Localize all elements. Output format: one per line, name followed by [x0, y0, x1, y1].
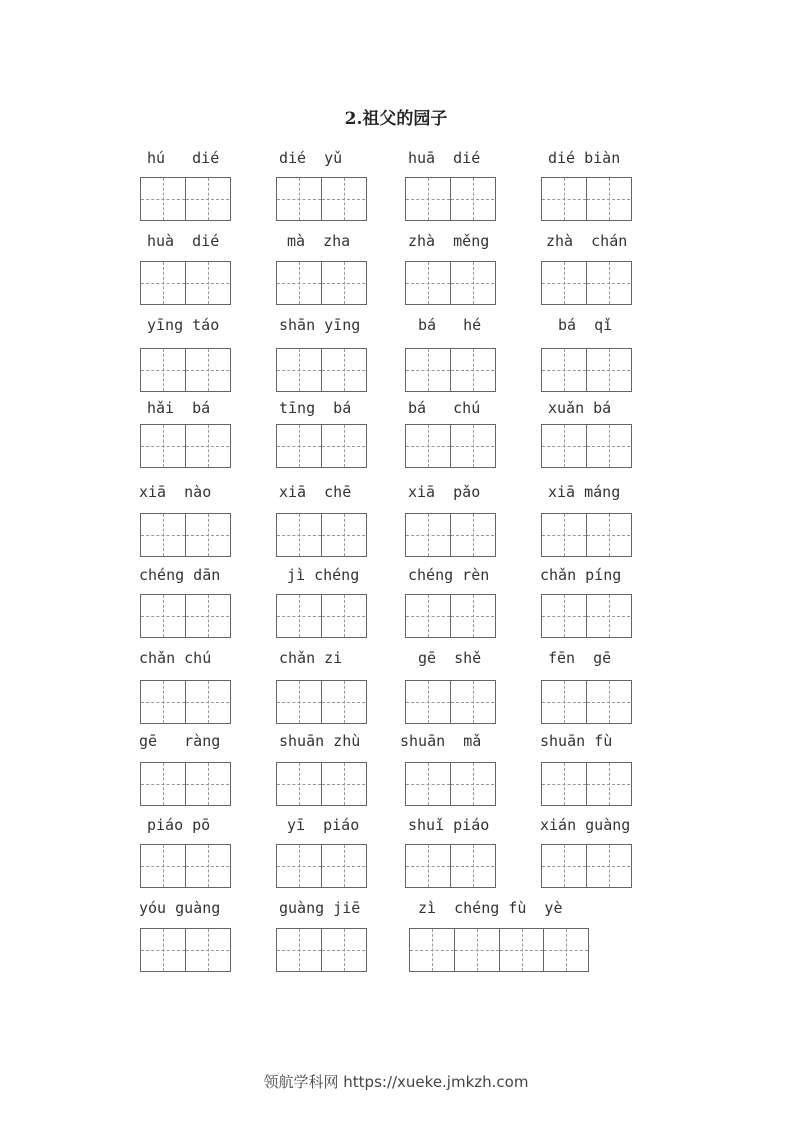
tianzige-cell[interactable] — [586, 425, 630, 467]
tianzige-cell[interactable] — [586, 178, 630, 220]
writing-grid-box[interactable] — [405, 594, 496, 638]
tianzige-cell[interactable] — [321, 845, 365, 887]
tianzige-cell[interactable] — [321, 425, 365, 467]
tianzige-cell[interactable] — [406, 425, 450, 467]
tianzige-cell[interactable] — [406, 845, 450, 887]
footer-watermark: 领航学科网 https://xueke.jmkzh.com — [263, 1073, 529, 1091]
tianzige-cell[interactable] — [141, 595, 185, 637]
pinyin-label: bá qǐ — [558, 316, 613, 334]
tianzige-cell[interactable] — [277, 681, 321, 723]
pinyin-label: yīng táo — [147, 316, 220, 334]
tianzige-cell[interactable] — [454, 929, 499, 971]
pinyin-label: jì chéng — [287, 566, 360, 584]
pinyin-label: gē shě — [418, 649, 482, 667]
pinyin-label: bá chú — [408, 399, 481, 417]
tianzige-cell[interactable] — [321, 929, 365, 971]
writing-grid-box[interactable] — [140, 594, 231, 638]
tianzige-cell[interactable] — [586, 262, 630, 304]
tianzige-cell[interactable] — [406, 763, 450, 805]
tianzige-cell[interactable] — [542, 425, 586, 467]
writing-grid-box[interactable] — [541, 844, 632, 888]
tianzige-cell[interactable] — [406, 514, 450, 556]
pinyin-label: zhà měng — [408, 232, 490, 250]
writing-grid-box[interactable] — [276, 424, 367, 468]
pinyin-label: shuān zhù — [279, 732, 361, 750]
tianzige-cell[interactable] — [185, 929, 229, 971]
writing-grid-box[interactable] — [140, 261, 231, 305]
pinyin-label: xiā chē — [279, 483, 352, 501]
tianzige-cell[interactable] — [141, 514, 185, 556]
tianzige-cell[interactable] — [141, 681, 185, 723]
pinyin-label: huà dié — [147, 232, 220, 250]
pinyin-label: chǎn chú — [139, 649, 212, 667]
pinyin-label: xián guàng — [540, 816, 631, 834]
tianzige-cell[interactable] — [321, 763, 365, 805]
pinyin-label: yóu guàng — [139, 899, 221, 917]
tianzige-cell[interactable] — [141, 349, 185, 391]
tianzige-cell[interactable] — [185, 681, 229, 723]
writing-grid-box[interactable] — [276, 762, 367, 806]
tianzige-cell[interactable] — [277, 514, 321, 556]
writing-grid-box[interactable] — [405, 513, 496, 557]
tianzige-cell[interactable] — [450, 681, 494, 723]
tianzige-cell[interactable] — [450, 514, 494, 556]
tianzige-cell[interactable] — [450, 349, 494, 391]
tianzige-cell[interactable] — [185, 763, 229, 805]
writing-grid-box[interactable] — [541, 424, 632, 468]
writing-grid-box[interactable] — [276, 177, 367, 221]
writing-grid-box[interactable] — [140, 424, 231, 468]
writing-grid-box[interactable] — [276, 348, 367, 392]
pinyin-label: fēn gē — [548, 649, 612, 667]
pinyin-label: guàng jiē — [279, 899, 361, 917]
writing-grid-box[interactable] — [140, 348, 231, 392]
tianzige-cell[interactable] — [586, 845, 630, 887]
writing-grid-box[interactable] — [541, 348, 632, 392]
tianzige-cell[interactable] — [586, 514, 630, 556]
tianzige-cell[interactable] — [450, 262, 494, 304]
writing-grid-box[interactable] — [276, 680, 367, 724]
tianzige-cell[interactable] — [542, 514, 586, 556]
pinyin-label: tīng bá — [279, 399, 352, 417]
pinyin-label: xuǎn bá — [548, 399, 612, 417]
tianzige-cell[interactable] — [406, 349, 450, 391]
tianzige-cell[interactable] — [542, 763, 586, 805]
tianzige-cell[interactable] — [185, 595, 229, 637]
tianzige-cell[interactable] — [450, 178, 494, 220]
pinyin-label: huā dié — [408, 149, 481, 167]
pinyin-label: bá hé — [418, 316, 482, 334]
tianzige-cell[interactable] — [321, 178, 365, 220]
tianzige-cell[interactable] — [321, 514, 365, 556]
writing-grid-box[interactable] — [276, 513, 367, 557]
pinyin-label: shuān mǎ — [400, 732, 482, 750]
tianzige-cell[interactable] — [586, 595, 630, 637]
tianzige-cell[interactable] — [499, 929, 544, 971]
pinyin-label: shuǐ piáo — [408, 816, 490, 834]
writing-grid-box[interactable] — [541, 261, 632, 305]
pinyin-label: chǎn zi — [279, 649, 343, 667]
tianzige-cell[interactable] — [185, 178, 229, 220]
writing-grid-box[interactable] — [140, 513, 231, 557]
writing-grid-box[interactable] — [541, 513, 632, 557]
pinyin-label: gē ràng — [139, 732, 221, 750]
writing-grid-box[interactable] — [140, 844, 231, 888]
writing-grid-box[interactable] — [405, 177, 496, 221]
writing-grid-box[interactable] — [541, 177, 632, 221]
pinyin-label: dié yǔ — [279, 149, 343, 167]
pinyin-label: chéng dān — [139, 566, 221, 584]
pinyin-label: zhà chán — [546, 232, 628, 250]
tianzige-cell[interactable] — [277, 262, 321, 304]
writing-grid-box[interactable] — [140, 762, 231, 806]
pinyin-label: xiā pǎo — [408, 483, 481, 501]
tianzige-cell[interactable] — [185, 845, 229, 887]
pinyin-label: dié biàn — [548, 149, 621, 167]
writing-grid-box[interactable] — [405, 762, 496, 806]
tianzige-cell[interactable] — [542, 845, 586, 887]
worksheet-title: 2.祖父的园子 — [344, 109, 448, 129]
tianzige-cell[interactable] — [321, 595, 365, 637]
writing-grid-box[interactable] — [405, 424, 496, 468]
writing-grid-box[interactable] — [409, 928, 589, 972]
tianzige-cell[interactable] — [277, 349, 321, 391]
writing-grid-box[interactable] — [276, 844, 367, 888]
tianzige-cell[interactable] — [450, 763, 494, 805]
tianzige-cell[interactable] — [542, 262, 586, 304]
pinyin-label: hǎi bá — [147, 399, 211, 417]
tianzige-cell[interactable] — [450, 595, 494, 637]
pinyin-label: shuān fù — [540, 732, 613, 750]
tianzige-cell[interactable] — [141, 425, 185, 467]
tianzige-cell[interactable] — [406, 178, 450, 220]
tianzige-cell[interactable] — [406, 595, 450, 637]
tianzige-cell[interactable] — [321, 681, 365, 723]
tianzige-cell[interactable] — [185, 514, 229, 556]
pinyin-label: hú dié — [147, 149, 220, 167]
writing-grid-box[interactable] — [140, 177, 231, 221]
tianzige-cell[interactable] — [141, 262, 185, 304]
tianzige-cell[interactable] — [586, 349, 630, 391]
tianzige-cell[interactable] — [542, 178, 586, 220]
tianzige-cell[interactable] — [277, 595, 321, 637]
pinyin-label: chéng rèn — [408, 566, 490, 584]
tianzige-cell[interactable] — [141, 763, 185, 805]
tianzige-cell[interactable] — [450, 425, 494, 467]
writing-grid-box[interactable] — [276, 928, 367, 972]
writing-grid-box[interactable] — [405, 261, 496, 305]
tianzige-cell[interactable] — [542, 349, 586, 391]
pinyin-label: xiā máng — [548, 483, 621, 501]
tianzige-cell[interactable] — [277, 763, 321, 805]
writing-grid-box[interactable] — [276, 594, 367, 638]
writing-grid-box[interactable] — [541, 680, 632, 724]
tianzige-cell[interactable] — [410, 929, 454, 971]
tianzige-cell[interactable] — [141, 929, 185, 971]
tianzige-cell[interactable] — [321, 262, 365, 304]
tianzige-cell[interactable] — [543, 929, 588, 971]
tianzige-cell[interactable] — [277, 929, 321, 971]
tianzige-cell[interactable] — [185, 425, 229, 467]
writing-grid-box[interactable] — [405, 348, 496, 392]
tianzige-cell[interactable] — [586, 681, 630, 723]
pinyin-label: chǎn píng — [540, 566, 622, 584]
writing-grid-box[interactable] — [541, 762, 632, 806]
pinyin-label: mà zha — [287, 232, 351, 250]
pinyin-label: xiā nào — [139, 483, 212, 501]
pinyin-label: shān yīng — [279, 316, 361, 334]
tianzige-cell[interactable] — [185, 262, 229, 304]
tianzige-cell[interactable] — [321, 349, 365, 391]
tianzige-cell[interactable] — [586, 763, 630, 805]
tianzige-cell[interactable] — [406, 262, 450, 304]
tianzige-cell[interactable] — [450, 845, 494, 887]
tianzige-cell[interactable] — [277, 845, 321, 887]
writing-grid-box[interactable] — [405, 844, 496, 888]
tianzige-cell[interactable] — [185, 349, 229, 391]
writing-grid-box[interactable] — [405, 680, 496, 724]
writing-grid-box[interactable] — [541, 594, 632, 638]
tianzige-cell[interactable] — [277, 178, 321, 220]
tianzige-cell[interactable] — [542, 595, 586, 637]
tianzige-cell[interactable] — [406, 681, 450, 723]
tianzige-cell[interactable] — [277, 425, 321, 467]
tianzige-cell[interactable] — [141, 845, 185, 887]
pinyin-label: yī piáo — [287, 816, 360, 834]
writing-grid-box[interactable] — [276, 261, 367, 305]
writing-grid-box[interactable] — [140, 928, 231, 972]
pinyin-label: zì chéng fù yè — [418, 899, 563, 917]
tianzige-cell[interactable] — [141, 178, 185, 220]
writing-grid-box[interactable] — [140, 680, 231, 724]
pinyin-label: piáo pō — [147, 816, 211, 834]
tianzige-cell[interactable] — [542, 681, 586, 723]
